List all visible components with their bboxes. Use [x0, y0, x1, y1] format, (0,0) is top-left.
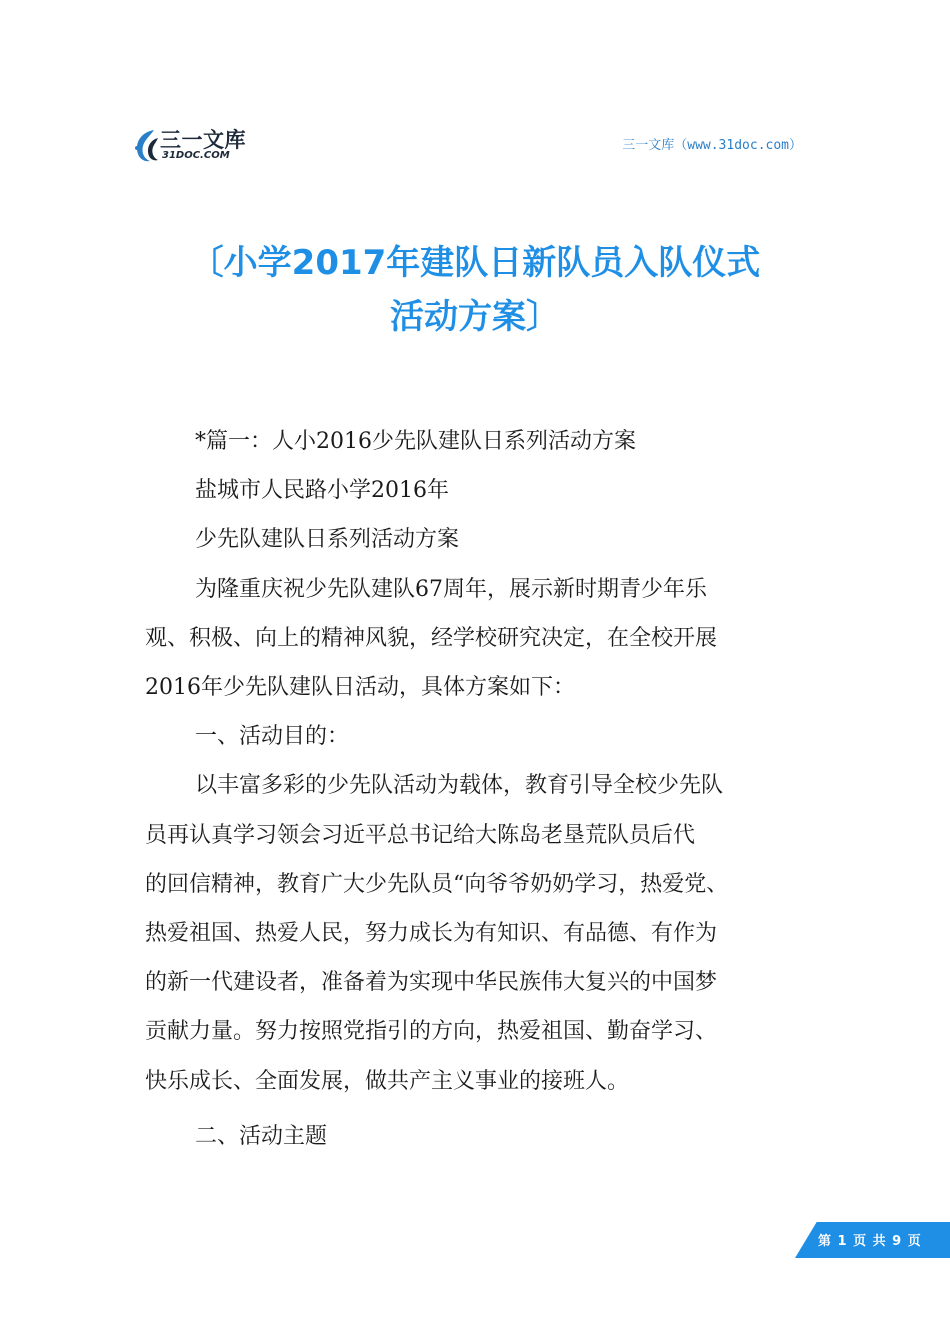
logo-domain: 31DOC.COM: [162, 150, 230, 161]
body-line: 的回信精神，教育广大少先队员“向爷爷奶奶学习，热爱党、: [145, 871, 729, 897]
body-line: 贡献力量。努力按照党指引的方向，热爱祖国、勤奋学习、: [145, 1019, 718, 1045]
site-logo: [132, 122, 252, 168]
body-line: 以丰富多彩的少先队活动为载体，教育引导全校少先队: [195, 773, 724, 799]
body-line: 二、活动主题: [195, 1123, 328, 1149]
body-line: 盐城市人民路小学2016年: [195, 478, 449, 504]
body-line: 热爱祖国、热爱人民，努力成长为有知识、有品德、有作为: [145, 921, 718, 947]
logo-name: 三一文库: [160, 128, 246, 152]
body-line: 一、活动目的：: [195, 724, 350, 750]
document-title: [95, 236, 855, 344]
title-line-1: 〔小学2017年建队日新队员入队仪式: [189, 243, 761, 283]
body-line: *篇一：人小2016少先队建队日系列活动方案: [195, 429, 636, 454]
page-indicator: 第 1 页 共 9 页: [818, 1234, 922, 1249]
site-link[interactable]: 三一文库（www.31doc.com）: [622, 138, 802, 153]
body-line: 观、积极、向上的精神风貌，经学校研究决定，在全校开展: [145, 625, 718, 651]
body-line: 为隆重庆祝少先队建队67周年，展示新时期青少年乐: [195, 576, 707, 602]
document-body: [145, 417, 807, 1161]
body-line: 2016年少先队建队日活动，具体方案如下：: [145, 675, 575, 701]
body-line: 员再认真学习领会习近平总书记给大陈岛老垦荒队员后代: [145, 822, 696, 848]
swoosh-logo-icon: [132, 128, 162, 164]
body-line: 快乐成长、全面发展，做共产主义事业的接班人。: [145, 1068, 630, 1094]
body-line: 的新一代建设者，准备着为实现中华民族伟大复兴的中国梦: [145, 970, 718, 996]
title-line-2: 活动方案〕: [390, 297, 560, 337]
body-line: 少先队建队日系列活动方案: [195, 527, 460, 553]
